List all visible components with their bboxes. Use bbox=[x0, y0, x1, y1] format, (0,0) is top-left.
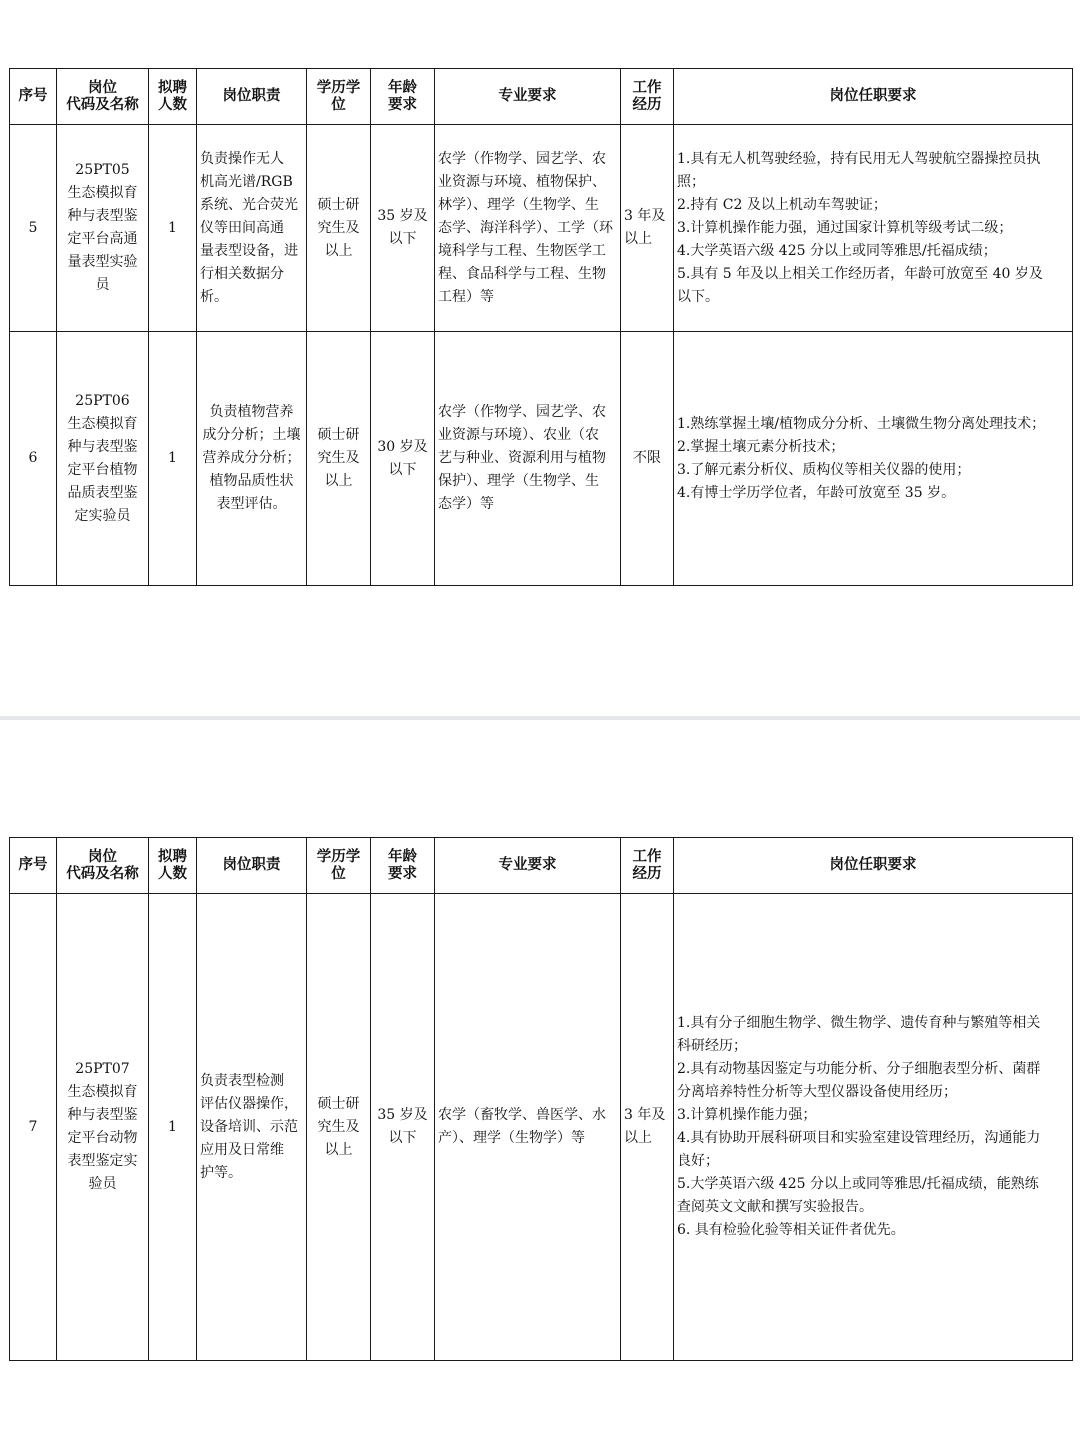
header-count: 拟聘 人数 bbox=[149, 69, 197, 125]
cell-requirements: 1.具有分子细胞生物学、微生物学、遗传育种与繁殖等相关 科研经历； 2.具有动物基因鉴定与功能分析、分子细胞表型分析、菌群 分离培养特性分析等大型仪器设备使用经历； 3.计算机操作能力强； 4.具有协助开展科研项目和实验室建设管理经历，沟通能力 良好； 5.大学英语六级 425 分以上或同等雅思/托福成绩，能熟练 查阅英文文献和撰写实验报告。 6. 具有检验化验等相关证件者优先。 bbox=[674, 894, 1073, 1361]
page-divider bbox=[0, 716, 1080, 720]
header-requirements: 岗位任职要求 bbox=[674, 838, 1073, 894]
cell-experience: 3 年及 以上 bbox=[621, 894, 674, 1361]
table-row bbox=[10, 894, 1073, 1361]
cell-major: 农学（作物学、园艺学、农 业资源与环境、植物保护、 林学）、理学（生物学、生 态学、海洋科学）、工学（环 境科学与工程、生物医学工 程、食品科学与工程、生物 工程）等 bbox=[435, 125, 621, 332]
cell-requirements: 1.熟练掌握土壤/植物成分分析、土壤微生物分离处理技术； 2.掌握土壤元素分析技术； 3.了解元素分析仪、质构仪等相关仪器的使用； 4.有博士学历学位者，年龄可放宽至 35 岁。 bbox=[674, 332, 1073, 586]
header-code-name: 岗位 代码及名称 bbox=[57, 69, 149, 125]
cell-code-name: 25PT07 生态模拟育 种与表型鉴 定平台动物 表型鉴定实 验员 bbox=[57, 894, 149, 1361]
header-major: 专业要求 bbox=[435, 69, 621, 125]
header-code-name: 岗位 代码及名称 bbox=[57, 838, 149, 894]
cell-degree: 硕士研 究生及 以上 bbox=[307, 125, 371, 332]
cell-degree: 硕士研 究生及 以上 bbox=[307, 894, 371, 1361]
cell-age: 35 岁及 以下 bbox=[371, 894, 435, 1361]
table-row bbox=[10, 332, 1073, 586]
header-degree: 学历学 位 bbox=[307, 69, 371, 125]
header-age: 年龄 要求 bbox=[371, 838, 435, 894]
header-duty: 岗位职责 bbox=[197, 69, 307, 125]
cell-major: 农学（作物学、园艺学、农 业资源与环境）、农业（农 艺与种业、资源利用与植物 保护）、理学（生物学、生 态学）等 bbox=[435, 332, 621, 586]
table-header-row bbox=[10, 838, 1073, 894]
cell-seq: 6 bbox=[10, 332, 57, 586]
cell-experience: 不限 bbox=[621, 332, 674, 586]
header-count: 拟聘 人数 bbox=[149, 838, 197, 894]
cell-duty: 负责操作无人 机高光谱/RGB 系统、光合荧光 仪等田间高通 量表型设备，进 行相关数据分 析。 bbox=[197, 125, 307, 332]
cell-seq: 5 bbox=[10, 125, 57, 332]
header-experience: 工作 经历 bbox=[621, 838, 674, 894]
job-table-2 bbox=[9, 837, 1073, 1361]
cell-degree: 硕士研 究生及 以上 bbox=[307, 332, 371, 586]
header-duty: 岗位职责 bbox=[197, 838, 307, 894]
header-major: 专业要求 bbox=[435, 838, 621, 894]
header-requirements: 岗位任职要求 bbox=[674, 69, 1073, 125]
header-seq: 序号 bbox=[10, 69, 57, 125]
cell-age: 30 岁及 以下 bbox=[371, 332, 435, 586]
header-seq: 序号 bbox=[10, 838, 57, 894]
cell-code-name: 25PT05 生态模拟育 种与表型鉴 定平台高通 量表型实验 员 bbox=[57, 125, 149, 332]
header-age: 年龄 要求 bbox=[371, 69, 435, 125]
job-table-1 bbox=[9, 68, 1073, 586]
cell-count: 1 bbox=[149, 125, 197, 332]
cell-major: 农学（畜牧学、兽医学、水 产）、理学（生物学）等 bbox=[435, 894, 621, 1361]
cell-experience: 3 年及 以上 bbox=[621, 125, 674, 332]
cell-age: 35 岁及 以下 bbox=[371, 125, 435, 332]
header-experience: 工作 经历 bbox=[621, 69, 674, 125]
cell-duty: 负责表型检测 评估仪器操作， 设备培训、示范 应用及日常维 护等。 bbox=[197, 894, 307, 1361]
header-degree: 学历学 位 bbox=[307, 838, 371, 894]
table-header-row bbox=[10, 69, 1073, 125]
table-row bbox=[10, 125, 1073, 332]
cell-code-name: 25PT06 生态模拟育 种与表型鉴 定平台植物 品质表型鉴 定实验员 bbox=[57, 332, 149, 586]
cell-count: 1 bbox=[149, 332, 197, 586]
cell-count: 1 bbox=[149, 894, 197, 1361]
cell-requirements: 1.具有无人机驾驶经验，持有民用无人驾驶航空器操控员执 照； 2.持有 C2 及以上机动车驾驶证； 3.计算机操作能力强，通过国家计算机等级考试二级； 4.大学英语六级 425 分以上或同等雅思/托福成绩； 5.具有 5 年及以上相关工作经历者，年龄可放宽至 40 岁及 以下。 bbox=[674, 125, 1073, 332]
cell-seq: 7 bbox=[10, 894, 57, 1361]
cell-duty: 负责植物营养 成分分析；土壤 营养成分分析； 植物品质性状 表型评估。 bbox=[197, 332, 307, 586]
